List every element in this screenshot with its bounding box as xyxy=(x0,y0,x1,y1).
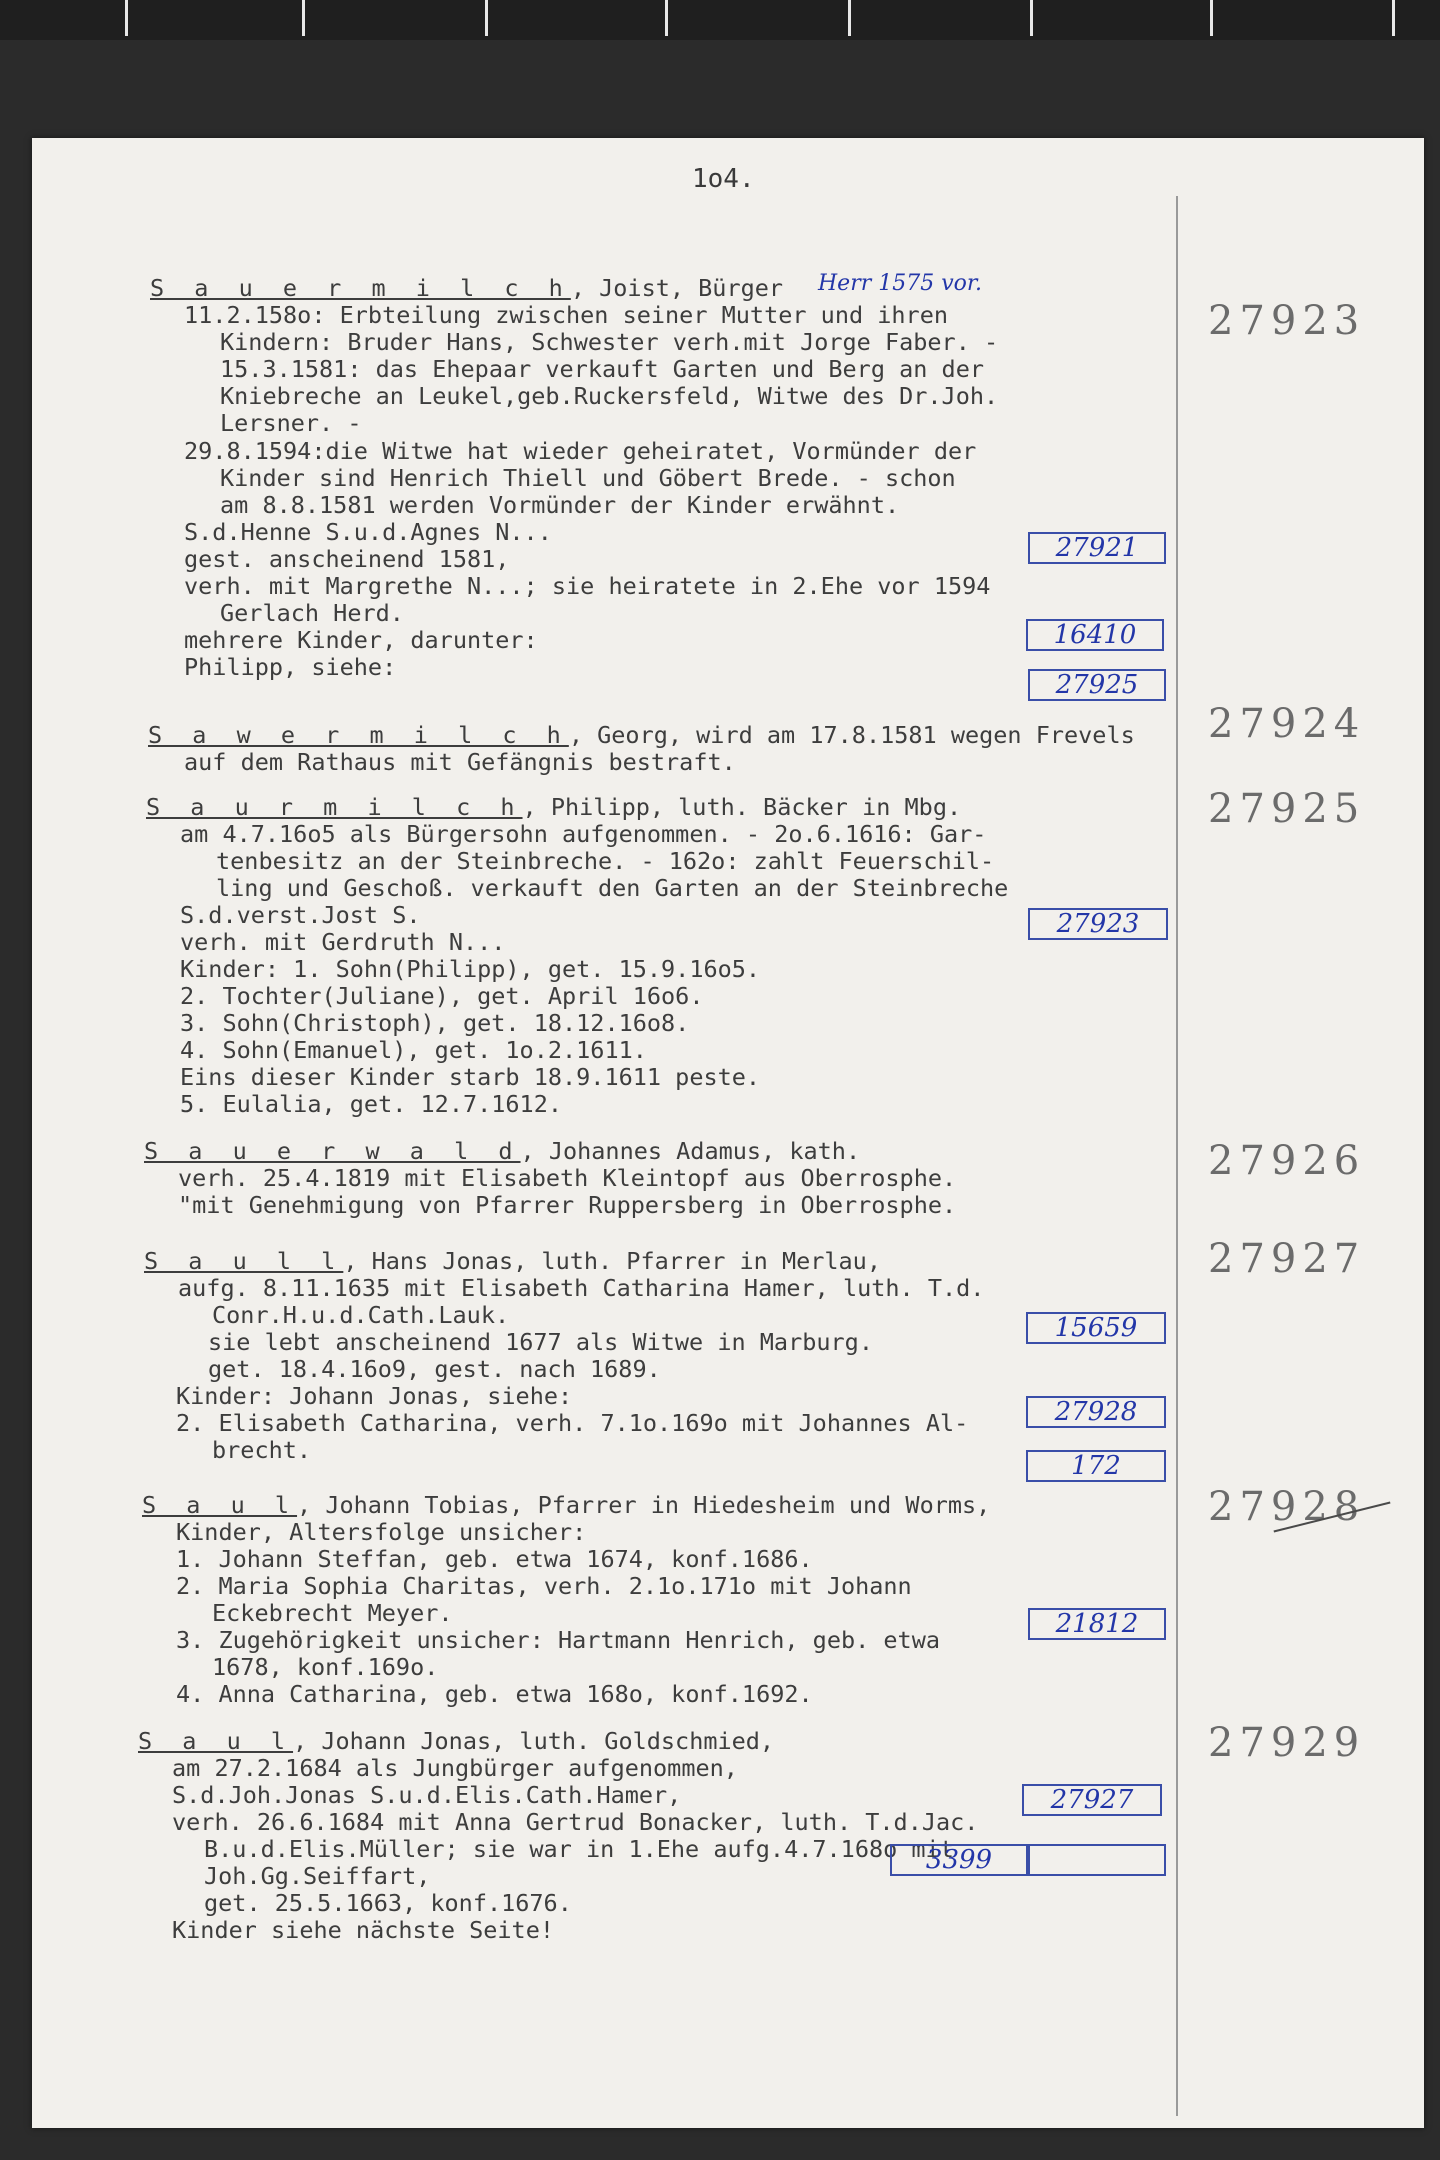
entry-line: verh. 25.4.1819 mit Elisabeth Kleintopf aus Oberrosphe. xyxy=(178,1164,957,1192)
handwritten-note: Herr 1575 vor. xyxy=(818,271,982,296)
entry-line: S.d.Henne S.u.d.Agnes N... xyxy=(184,518,552,546)
entry-line: Kinder siehe nächste Seite! xyxy=(172,1916,555,1944)
record-number: 27929 xyxy=(1208,1720,1366,1766)
entry-line: 4. Anna Catharina, geb. etwa 168o, konf.1692. xyxy=(176,1680,813,1708)
entry-heading xyxy=(144,1248,881,1275)
strip-tick xyxy=(1030,0,1033,36)
entry-line: tenbesitz an der Steinbreche. - 162o: zahlt Feuerschil- xyxy=(216,847,995,875)
strip-tick xyxy=(485,0,488,36)
record-number: 27927 xyxy=(1208,1236,1366,1282)
entry-line: Kindern: Bruder Hans, Schwester verh.mit Jorge Faber. - xyxy=(220,328,999,356)
surname: S a u e r m i l c h xyxy=(150,274,571,302)
reference-box: 27928 xyxy=(1026,1396,1166,1428)
entry-line: verh. 26.6.1684 mit Anna Gertrud Bonacker, luth. T.d.Jac. xyxy=(172,1808,979,1836)
entry-line: 2. Tochter(Juliane), get. April 16o6. xyxy=(180,982,704,1010)
entry-line: get. 25.5.1663, konf.1676. xyxy=(204,1889,572,1917)
reference-box: 16410 xyxy=(1026,619,1164,651)
reference-box: 15659 xyxy=(1026,1312,1166,1344)
entry-line: gest. anscheinend 1581, xyxy=(184,545,510,573)
film-strip xyxy=(0,0,1440,40)
entry-head: , Joist, Bürger xyxy=(570,274,784,302)
entry-line: mehrere Kinder, darunter: xyxy=(184,626,538,654)
page-number: 1o4. xyxy=(692,164,755,194)
entry-head: , Hans Jonas, luth. Pfarrer in Merlau, xyxy=(343,1247,881,1275)
entry-line: Eckebrecht Meyer. xyxy=(212,1599,453,1627)
entry-head: , Georg, wird am 17.8.1581 wegen Frevels xyxy=(568,721,1135,749)
entry-line: auf dem Rathaus mit Gefängnis bestraft. xyxy=(184,748,736,776)
reference-box: 3399 xyxy=(890,1844,1028,1876)
surname: S a u e r w a l d xyxy=(144,1137,521,1165)
entry-line: Eins dieser Kinder starb 18.9.1611 peste. xyxy=(180,1063,761,1091)
entry-heading xyxy=(148,722,1135,749)
empty-reference-box xyxy=(1028,1844,1166,1876)
entry-line: 4. Sohn(Emanuel), get. 1o.2.1611. xyxy=(180,1036,647,1064)
entry-line: verh. mit Margrethe N...; sie heiratete in 2.Ehe vor 1594 xyxy=(184,572,991,600)
entry-line: 3. Zugehörigkeit unsicher: Hartmann Henrich, geb. etwa xyxy=(176,1626,941,1654)
entry-line: Lersner. - xyxy=(220,409,362,437)
entry-line: 15.3.1581: das Ehepaar verkauft Garten und Berg an der xyxy=(220,355,985,383)
strip-tick xyxy=(302,0,305,36)
surname: S a u l l xyxy=(144,1247,344,1275)
document-page xyxy=(32,138,1424,2128)
entry-line: 29.8.1594:die Witwe hat wieder geheiratet, Vormünder der xyxy=(184,437,977,465)
entry-head: , Johann Jonas, luth. Goldschmied, xyxy=(293,1727,775,1755)
entry-line: Kinder, Altersfolge unsicher: xyxy=(176,1518,587,1546)
entry-line: am 8.8.1581 werden Vormünder der Kinder erwähnt. xyxy=(220,491,900,519)
reference-box: 172 xyxy=(1026,1450,1166,1482)
reference-box: 27921 xyxy=(1028,532,1166,564)
strip-tick xyxy=(848,0,851,36)
entry-line: Philipp, siehe: xyxy=(184,653,397,681)
entry-line: am 4.7.16o5 als Bürgersohn aufgenommen. - 2o.6.1616: Gar- xyxy=(180,820,987,848)
entry-line: ling und Geschoß. verkauft den Garten an der Steinbreche xyxy=(216,874,1009,902)
entry-heading xyxy=(138,1728,774,1755)
entry-line: verh. mit Gerdruth N... xyxy=(180,928,506,956)
entry-line: Kniebreche an Leukel,geb.Ruckersfeld, Witwe des Dr.Joh. xyxy=(220,382,999,410)
entry-line: S.d.Joh.Jonas S.u.d.Elis.Cath.Hamer, xyxy=(172,1781,682,1809)
surname: S a w e r m i l c h xyxy=(148,721,569,749)
strip-tick xyxy=(1210,0,1213,36)
entry-line: get. 18.4.16o9, gest. nach 1689. xyxy=(208,1355,661,1383)
record-number: 27924 xyxy=(1208,701,1366,747)
entry-line: 2. Maria Sophia Charitas, verh. 2.1o.171o mit Johann xyxy=(176,1572,912,1600)
entry-line: 1. Johann Steffan, geb. etwa 1674, konf.1686. xyxy=(176,1545,813,1573)
entry-line: Gerlach Herd. xyxy=(220,599,404,627)
entry-head: , Johannes Adamus, kath. xyxy=(520,1137,861,1165)
entry-heading xyxy=(142,1492,990,1519)
surname: S a u l xyxy=(138,1727,294,1755)
entry-line: Kinder: Johann Jonas, siehe: xyxy=(176,1382,573,1410)
reference-box: 27923 xyxy=(1028,908,1168,940)
strip-tick xyxy=(125,0,128,36)
entry-head: , Johann Tobias, Pfarrer in Hiedesheim und Worms, xyxy=(297,1491,991,1519)
entry-heading xyxy=(144,1138,860,1165)
record-number: 27923 xyxy=(1208,298,1366,344)
reference-box: 27925 xyxy=(1028,669,1166,701)
entry-line: aufg. 8.11.1635 mit Elisabeth Catharina Hamer, luth. T.d. xyxy=(178,1274,985,1302)
entry-line: 1678, konf.169o. xyxy=(212,1653,439,1681)
entry-line: 2. Elisabeth Catharina, verh. 7.1o.169o mit Johannes Al- xyxy=(176,1409,969,1437)
entry-line: "mit Genehmigung von Pfarrer Ruppersberg in Oberrosphe. xyxy=(178,1191,957,1219)
entry-heading xyxy=(146,794,961,821)
entry-line: Conr.H.u.d.Cath.Lauk. xyxy=(212,1301,510,1329)
entry-line: 11.2.158o: Erbteilung zwischen seiner Mutter und ihren xyxy=(184,301,949,329)
record-number: 27925 xyxy=(1208,786,1366,832)
surname: S a u r m i l c h xyxy=(146,793,523,821)
entry-line: 5. Eulalia, get. 12.7.1612. xyxy=(180,1090,563,1118)
entry-line: 3. Sohn(Christoph), get. 18.12.16o8. xyxy=(180,1009,690,1037)
entry-line: Joh.Gg.Seiffart, xyxy=(204,1862,431,1890)
entry-line: brecht. xyxy=(212,1436,312,1464)
entry-line: Kinder sind Henrich Thiell und Göbert Brede. - schon xyxy=(220,464,956,492)
surname: S a u l xyxy=(142,1491,298,1519)
strip-tick xyxy=(665,0,668,36)
strip-tick xyxy=(1392,0,1395,36)
entry-line: am 27.2.1684 als Jungbürger aufgenommen, xyxy=(172,1754,738,1782)
record-number: 27926 xyxy=(1208,1138,1366,1184)
entry-line: B.u.d.Elis.Müller; sie war in 1.Ehe aufg.4.7.168o mit xyxy=(204,1835,954,1863)
entry-line: sie lebt anscheinend 1677 als Witwe in Marburg. xyxy=(208,1328,873,1356)
entry-heading xyxy=(150,275,783,302)
record-number: 27928 xyxy=(1208,1484,1366,1530)
reference-box: 21812 xyxy=(1028,1608,1166,1640)
margin-rule xyxy=(1176,196,1178,2116)
entry-head: , Philipp, luth. Bäcker in Mbg. xyxy=(522,793,962,821)
reference-box: 27927 xyxy=(1022,1784,1162,1816)
entry-line: Kinder: 1. Sohn(Philipp), get. 15.9.16o5. xyxy=(180,955,761,983)
entry-line: S.d.verst.Jost S. xyxy=(180,901,421,929)
